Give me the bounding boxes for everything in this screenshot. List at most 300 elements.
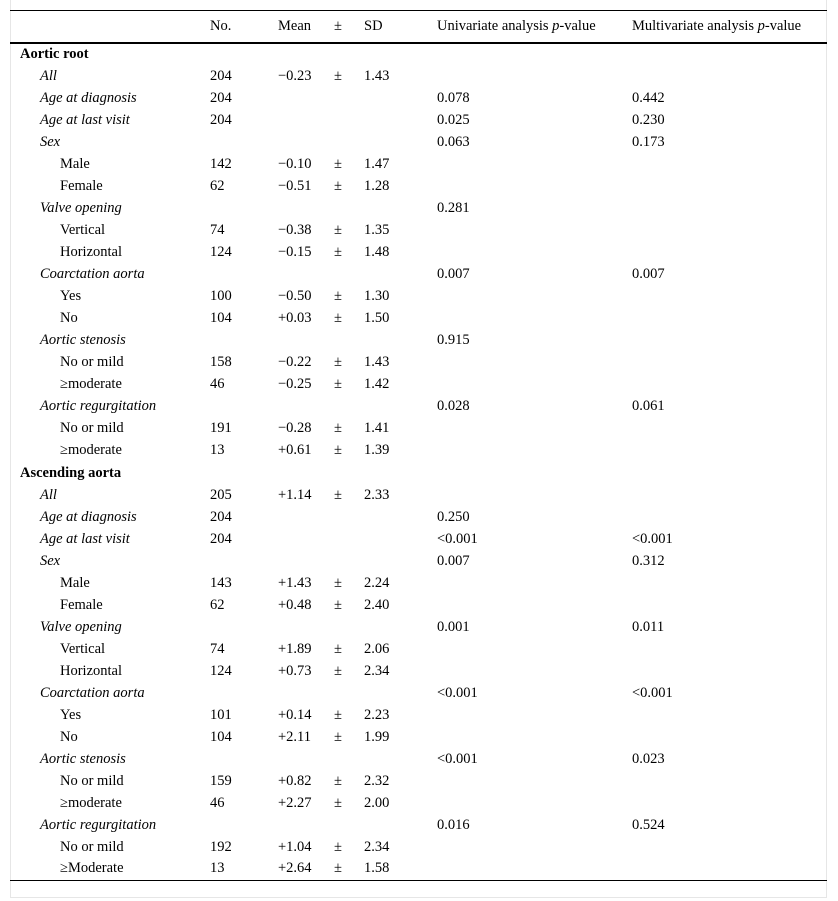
- row-label: Sex: [40, 553, 61, 569]
- cell-pm: ±: [334, 68, 342, 84]
- cell-sd: 1.41: [364, 420, 390, 436]
- cell-mean: +1.89: [278, 641, 312, 657]
- table-row: [10, 595, 827, 617]
- table-row: [10, 330, 827, 352]
- cell-mean: +0.61: [278, 442, 312, 458]
- cell-uni: [437, 859, 632, 881]
- table-row: [10, 749, 827, 771]
- row-label: Vertical: [60, 222, 106, 238]
- cell-mean: [278, 330, 334, 352]
- cell-mean: [278, 198, 334, 220]
- cell-sd: [364, 396, 437, 418]
- cell-pm: [334, 110, 364, 132]
- row-label: Age at last visit: [40, 531, 130, 547]
- cell-mean: +0.73: [278, 663, 312, 679]
- row-label: Age at diagnosis: [40, 509, 137, 525]
- cell-mean: [278, 396, 334, 418]
- cell-no: 204: [210, 90, 232, 106]
- cell-multi: [632, 705, 827, 727]
- table-row: [10, 242, 827, 264]
- cell-sd: 2.00: [364, 795, 390, 811]
- cell-no: 205: [210, 487, 232, 503]
- cell-multi: [632, 220, 827, 242]
- cell-multi: [632, 727, 827, 749]
- row-label: Age at last visit: [40, 112, 130, 128]
- cell-sd: [364, 529, 437, 551]
- cell-mean: +1.14: [278, 487, 312, 503]
- cell-mean: −0.50: [278, 288, 312, 304]
- cell-sd: [364, 198, 437, 220]
- cell-multi: [632, 507, 827, 529]
- cell-sd: [364, 617, 437, 639]
- header-label: [10, 11, 210, 43]
- cell-no: [210, 132, 278, 154]
- cell-mean: +2.64: [278, 859, 334, 881]
- cell-uni: [437, 793, 632, 815]
- cell-multi: [632, 154, 827, 176]
- cell-no: [210, 749, 278, 771]
- cell-uni: 0.281: [437, 200, 470, 216]
- table-row: [10, 374, 827, 396]
- cell-sd: 1.99: [364, 729, 390, 745]
- row-label: ≥moderate: [60, 795, 122, 811]
- cell-multi: [632, 418, 827, 440]
- cell-sd: 1.35: [364, 222, 390, 238]
- row-label: Aortic stenosis: [40, 332, 126, 348]
- table-row: [10, 110, 827, 132]
- cell-uni: 0.250: [437, 509, 470, 525]
- cell-pm: ±: [334, 597, 342, 613]
- cell-multi: 0.524: [632, 817, 665, 833]
- cell-multi: [632, 793, 827, 815]
- table-row: [10, 573, 827, 595]
- cell-sd: 1.43: [364, 354, 390, 370]
- cell-no: 204: [210, 68, 232, 84]
- row-label: Yes: [60, 288, 82, 304]
- table-body: [10, 43, 827, 881]
- cell-uni: [437, 573, 632, 595]
- cell-mean: [278, 749, 334, 771]
- cell-uni: 0.078: [437, 90, 470, 106]
- cell-pm: ±: [334, 795, 342, 811]
- cell-multi: [632, 639, 827, 661]
- cell-pm: ±: [334, 376, 342, 392]
- cell-no: 124: [210, 663, 232, 679]
- cell-no: 104: [210, 729, 232, 745]
- cell-multi: [632, 308, 827, 330]
- cell-multi: 0.007: [632, 266, 665, 282]
- cell-mean: +0.14: [278, 707, 312, 723]
- table-row: [10, 485, 827, 507]
- cell-multi: [632, 374, 827, 396]
- cell-no: 159: [210, 773, 232, 789]
- table-row: [10, 661, 827, 683]
- cell-no: 204: [210, 112, 232, 128]
- table-row: [10, 727, 827, 749]
- row-label: ≥Moderate: [10, 859, 210, 881]
- cell-uni: 0.915: [437, 332, 470, 348]
- cell-no: 204: [210, 531, 232, 547]
- cell-no: [210, 683, 278, 705]
- cell-multi: 0.312: [632, 553, 665, 569]
- row-label: Vertical: [60, 641, 106, 657]
- cell-no: 192: [210, 839, 232, 855]
- cell-no: [210, 396, 278, 418]
- cell-uni: 0.025: [437, 112, 470, 128]
- row-label: Aortic regurgitation: [40, 817, 157, 833]
- cell-mean: [278, 529, 334, 551]
- cell-uni: [437, 220, 632, 242]
- section-row: [10, 462, 827, 485]
- table-row: [10, 551, 827, 573]
- cell-no: [210, 264, 278, 286]
- header-mean: Mean: [278, 11, 334, 43]
- cell-pm: [334, 617, 364, 639]
- cell-multi: 0.173: [632, 134, 665, 150]
- row-label: Aortic stenosis: [40, 751, 126, 767]
- cell-pm: ±: [334, 354, 342, 370]
- cell-pm: ±: [334, 244, 342, 260]
- cell-uni: [437, 66, 632, 88]
- row-label: No: [60, 310, 78, 326]
- header-univariate-suffix: -value: [559, 17, 596, 34]
- cell-sd: 1.50: [364, 310, 390, 326]
- header-sd: SD: [364, 11, 437, 43]
- cell-no: 13: [210, 442, 225, 458]
- cell-mean: +1.43: [278, 575, 312, 591]
- cell-sd: 1.48: [364, 244, 390, 260]
- cell-pm: [334, 198, 364, 220]
- cell-no: 204: [210, 509, 232, 525]
- cell-mean: −0.25: [278, 376, 312, 392]
- cell-uni: 0.007: [437, 553, 470, 569]
- cell-pm: [334, 815, 364, 837]
- cell-uni: [437, 440, 632, 462]
- cell-multi: [632, 440, 827, 462]
- cell-sd: 2.34: [364, 663, 390, 679]
- cell-uni: [437, 595, 632, 617]
- cell-mean: [278, 507, 334, 529]
- table-row: [10, 154, 827, 176]
- table-row: [10, 88, 827, 110]
- table-row: [10, 639, 827, 661]
- cell-uni: 0.028: [437, 398, 470, 414]
- header-multivariate-prefix: Multivariate analysis: [632, 17, 758, 34]
- cell-no: 46: [210, 795, 225, 811]
- cell-mean: +2.27: [278, 795, 312, 811]
- cell-uni: [437, 661, 632, 683]
- cell-mean: −0.28: [278, 420, 312, 436]
- cell-sd: 2.06: [364, 641, 390, 657]
- cell-mean: −0.22: [278, 354, 312, 370]
- table-row: [10, 617, 827, 639]
- cell-pm: ±: [334, 487, 342, 503]
- cell-no: 104: [210, 310, 232, 326]
- row-label: Horizontal: [60, 663, 123, 679]
- row-label: ≥moderate: [60, 376, 122, 392]
- cell-no: 191: [210, 420, 232, 436]
- cell-no: 62: [210, 597, 225, 613]
- cell-pm: ±: [334, 773, 342, 789]
- header-pm: ±: [334, 11, 364, 43]
- table-row: [10, 286, 827, 308]
- cell-sd: 1.28: [364, 178, 390, 194]
- cell-mean: −0.38: [278, 222, 312, 238]
- cell-no: 13: [210, 859, 278, 881]
- cell-sd: [364, 749, 437, 771]
- cell-uni: [437, 727, 632, 749]
- cell-multi: 0.061: [632, 398, 665, 414]
- cell-pm: [334, 551, 364, 573]
- cell-mean: [278, 551, 334, 573]
- cell-pm: ±: [334, 156, 342, 172]
- cell-sd: 1.47: [364, 156, 390, 172]
- cell-multi: [632, 595, 827, 617]
- cell-pm: ±: [334, 641, 342, 657]
- cell-sd: 1.30: [364, 288, 390, 304]
- cell-uni: 0.007: [437, 266, 470, 282]
- cell-pm: [334, 749, 364, 771]
- section-title: Ascending aorta: [20, 464, 122, 481]
- cell-mean: [278, 815, 334, 837]
- cell-sd: 2.40: [364, 597, 390, 613]
- cell-sd: 2.32: [364, 773, 390, 789]
- row-label: Yes: [60, 707, 82, 723]
- cell-multi: [632, 352, 827, 374]
- row-label: Female: [60, 178, 103, 194]
- cell-multi: <0.001: [632, 685, 673, 701]
- table-header: [10, 11, 827, 43]
- cell-no: 74: [210, 641, 225, 657]
- section-title: Aortic root: [20, 46, 89, 62]
- table-row: [10, 132, 827, 154]
- cell-uni: 0.016: [437, 817, 470, 833]
- table-row: [10, 771, 827, 793]
- cell-uni: <0.001: [437, 751, 478, 767]
- row-label: No: [60, 729, 78, 745]
- cell-mean: +0.03: [278, 310, 312, 326]
- cell-multi: [632, 485, 827, 507]
- cell-multi: [632, 176, 827, 198]
- cell-multi: [632, 66, 827, 88]
- cell-pm: [334, 683, 364, 705]
- cell-no: 74: [210, 222, 225, 238]
- cell-mean: −0.10: [278, 156, 312, 172]
- table-row: [10, 529, 827, 551]
- cell-pm: ±: [334, 178, 342, 194]
- cell-no: [210, 617, 278, 639]
- cell-sd: 2.23: [364, 707, 390, 723]
- cell-no: [210, 198, 278, 220]
- cell-pm: [334, 507, 364, 529]
- table-row: [10, 683, 827, 705]
- cell-multi: [632, 330, 827, 352]
- cell-uni: [437, 286, 632, 308]
- table-row: [10, 352, 827, 374]
- row-label: Female: [60, 597, 103, 613]
- row-label: No or mild: [60, 354, 124, 370]
- cell-uni: 0.001: [437, 619, 470, 635]
- cell-uni: [437, 352, 632, 374]
- table-row: [10, 507, 827, 529]
- header-univariate-prefix: Univariate analysis: [437, 17, 553, 34]
- cell-pm: ±: [334, 707, 342, 723]
- cell-uni: <0.001: [437, 685, 478, 701]
- header-row: [10, 11, 827, 43]
- cell-pm: ±: [334, 663, 342, 679]
- table-row: [10, 705, 827, 727]
- cell-mean: [278, 683, 334, 705]
- cell-uni: [437, 837, 632, 859]
- cell-multi: [632, 771, 827, 793]
- cell-mean: +0.82: [278, 773, 312, 789]
- cell-uni: [437, 176, 632, 198]
- cell-sd: [364, 683, 437, 705]
- cell-sd: 2.34: [364, 839, 390, 855]
- cell-mean: −0.15: [278, 244, 312, 260]
- cell-uni: [437, 374, 632, 396]
- cell-sd: [364, 264, 437, 286]
- cell-pm: ±: [334, 839, 342, 855]
- cell-uni: [437, 154, 632, 176]
- cell-multi: [632, 837, 827, 859]
- cell-sd: [364, 330, 437, 352]
- cell-pm: ±: [334, 288, 342, 304]
- cell-mean: +2.11: [278, 729, 312, 745]
- row-label: Valve opening: [40, 200, 122, 216]
- table-row: [10, 198, 827, 220]
- header-multivariate: [632, 11, 827, 43]
- cell-multi: [632, 573, 827, 595]
- table-row: [10, 793, 827, 815]
- cell-pm: [334, 88, 364, 110]
- cell-no: 158: [210, 354, 232, 370]
- table-row: [10, 66, 827, 88]
- table-row: [10, 859, 827, 881]
- table-row: [10, 220, 827, 242]
- cell-no: 62: [210, 178, 225, 194]
- cell-pm: [334, 529, 364, 551]
- cell-no: 143: [210, 575, 232, 591]
- cell-uni: <0.001: [437, 531, 478, 547]
- cell-multi: [632, 286, 827, 308]
- row-label: All: [40, 487, 57, 503]
- cell-sd: 1.39: [364, 442, 390, 458]
- cell-mean: [278, 110, 334, 132]
- cell-sd: [364, 88, 437, 110]
- cell-multi: <0.001: [632, 531, 673, 547]
- cell-mean: −0.51: [278, 178, 312, 194]
- row-label: Coarctation aorta: [40, 266, 145, 282]
- cell-mean: [278, 617, 334, 639]
- cell-pm: ±: [334, 859, 364, 881]
- cell-mean: [278, 132, 334, 154]
- table-row: [10, 396, 827, 418]
- cell-multi: [632, 242, 827, 264]
- row-label: Male: [60, 156, 90, 172]
- cell-no: 124: [210, 244, 232, 260]
- cell-mean: −0.23: [278, 68, 312, 84]
- row-label: Age at diagnosis: [40, 90, 137, 106]
- section-row: [10, 43, 827, 66]
- cell-no: [210, 551, 278, 573]
- cell-multi: 0.442: [632, 90, 665, 106]
- cell-multi: [632, 198, 827, 220]
- row-label: Valve opening: [40, 619, 122, 635]
- cell-pm: ±: [334, 310, 342, 326]
- cell-pm: [334, 132, 364, 154]
- row-label: ≥moderate: [60, 442, 122, 458]
- cell-pm: [334, 396, 364, 418]
- cell-mean: +0.48: [278, 597, 312, 613]
- row-label: Horizontal: [60, 244, 123, 260]
- table-row: [10, 418, 827, 440]
- cell-sd: 2.33: [364, 487, 390, 503]
- results-table: [10, 10, 827, 881]
- cell-mean: [278, 88, 334, 110]
- cell-multi: 0.023: [632, 751, 665, 767]
- cell-pm: [334, 330, 364, 352]
- cell-uni: [437, 242, 632, 264]
- cell-multi: 0.230: [632, 112, 665, 128]
- cell-sd: 1.42: [364, 376, 390, 392]
- cell-multi: [632, 859, 827, 881]
- header-univariate: [437, 11, 632, 43]
- header-multivariate-suffix: -value: [764, 17, 802, 34]
- row-label: No or mild: [60, 773, 124, 789]
- cell-no: 46: [210, 376, 225, 392]
- table-row: [10, 308, 827, 330]
- table-row: [10, 176, 827, 198]
- cell-uni: [437, 771, 632, 793]
- cell-pm: ±: [334, 222, 342, 238]
- table-row: [10, 837, 827, 859]
- cell-uni: [437, 639, 632, 661]
- header-no: No.: [210, 11, 278, 43]
- cell-sd: [364, 815, 437, 837]
- row-label: No or mild: [60, 420, 124, 436]
- cell-pm: ±: [334, 729, 342, 745]
- row-label: No or mild: [60, 839, 124, 855]
- table-row: [10, 440, 827, 462]
- cell-sd: 1.58: [364, 859, 437, 881]
- row-label: Coarctation aorta: [40, 685, 145, 701]
- cell-multi: [632, 661, 827, 683]
- table-row: [10, 815, 827, 837]
- cell-mean: +1.04: [278, 839, 312, 855]
- header-univariate-p: p: [552, 17, 560, 34]
- cell-pm: ±: [334, 442, 342, 458]
- header-multivariate-p: p: [757, 17, 765, 34]
- cell-sd: [364, 507, 437, 529]
- row-label: Sex: [40, 134, 61, 150]
- cell-mean: [278, 264, 334, 286]
- cell-uni: [437, 308, 632, 330]
- table-row: [10, 264, 827, 286]
- cell-sd: [364, 110, 437, 132]
- cell-uni: 0.063: [437, 134, 470, 150]
- cell-multi: 0.011: [632, 619, 665, 635]
- cell-sd: [364, 551, 437, 573]
- cell-no: 101: [210, 707, 232, 723]
- cell-pm: [334, 264, 364, 286]
- cell-sd: 1.43: [364, 68, 390, 84]
- cell-no: [210, 815, 278, 837]
- cell-no: 100: [210, 288, 232, 304]
- cell-sd: [364, 132, 437, 154]
- cell-uni: [437, 705, 632, 727]
- row-label: Male: [60, 575, 90, 591]
